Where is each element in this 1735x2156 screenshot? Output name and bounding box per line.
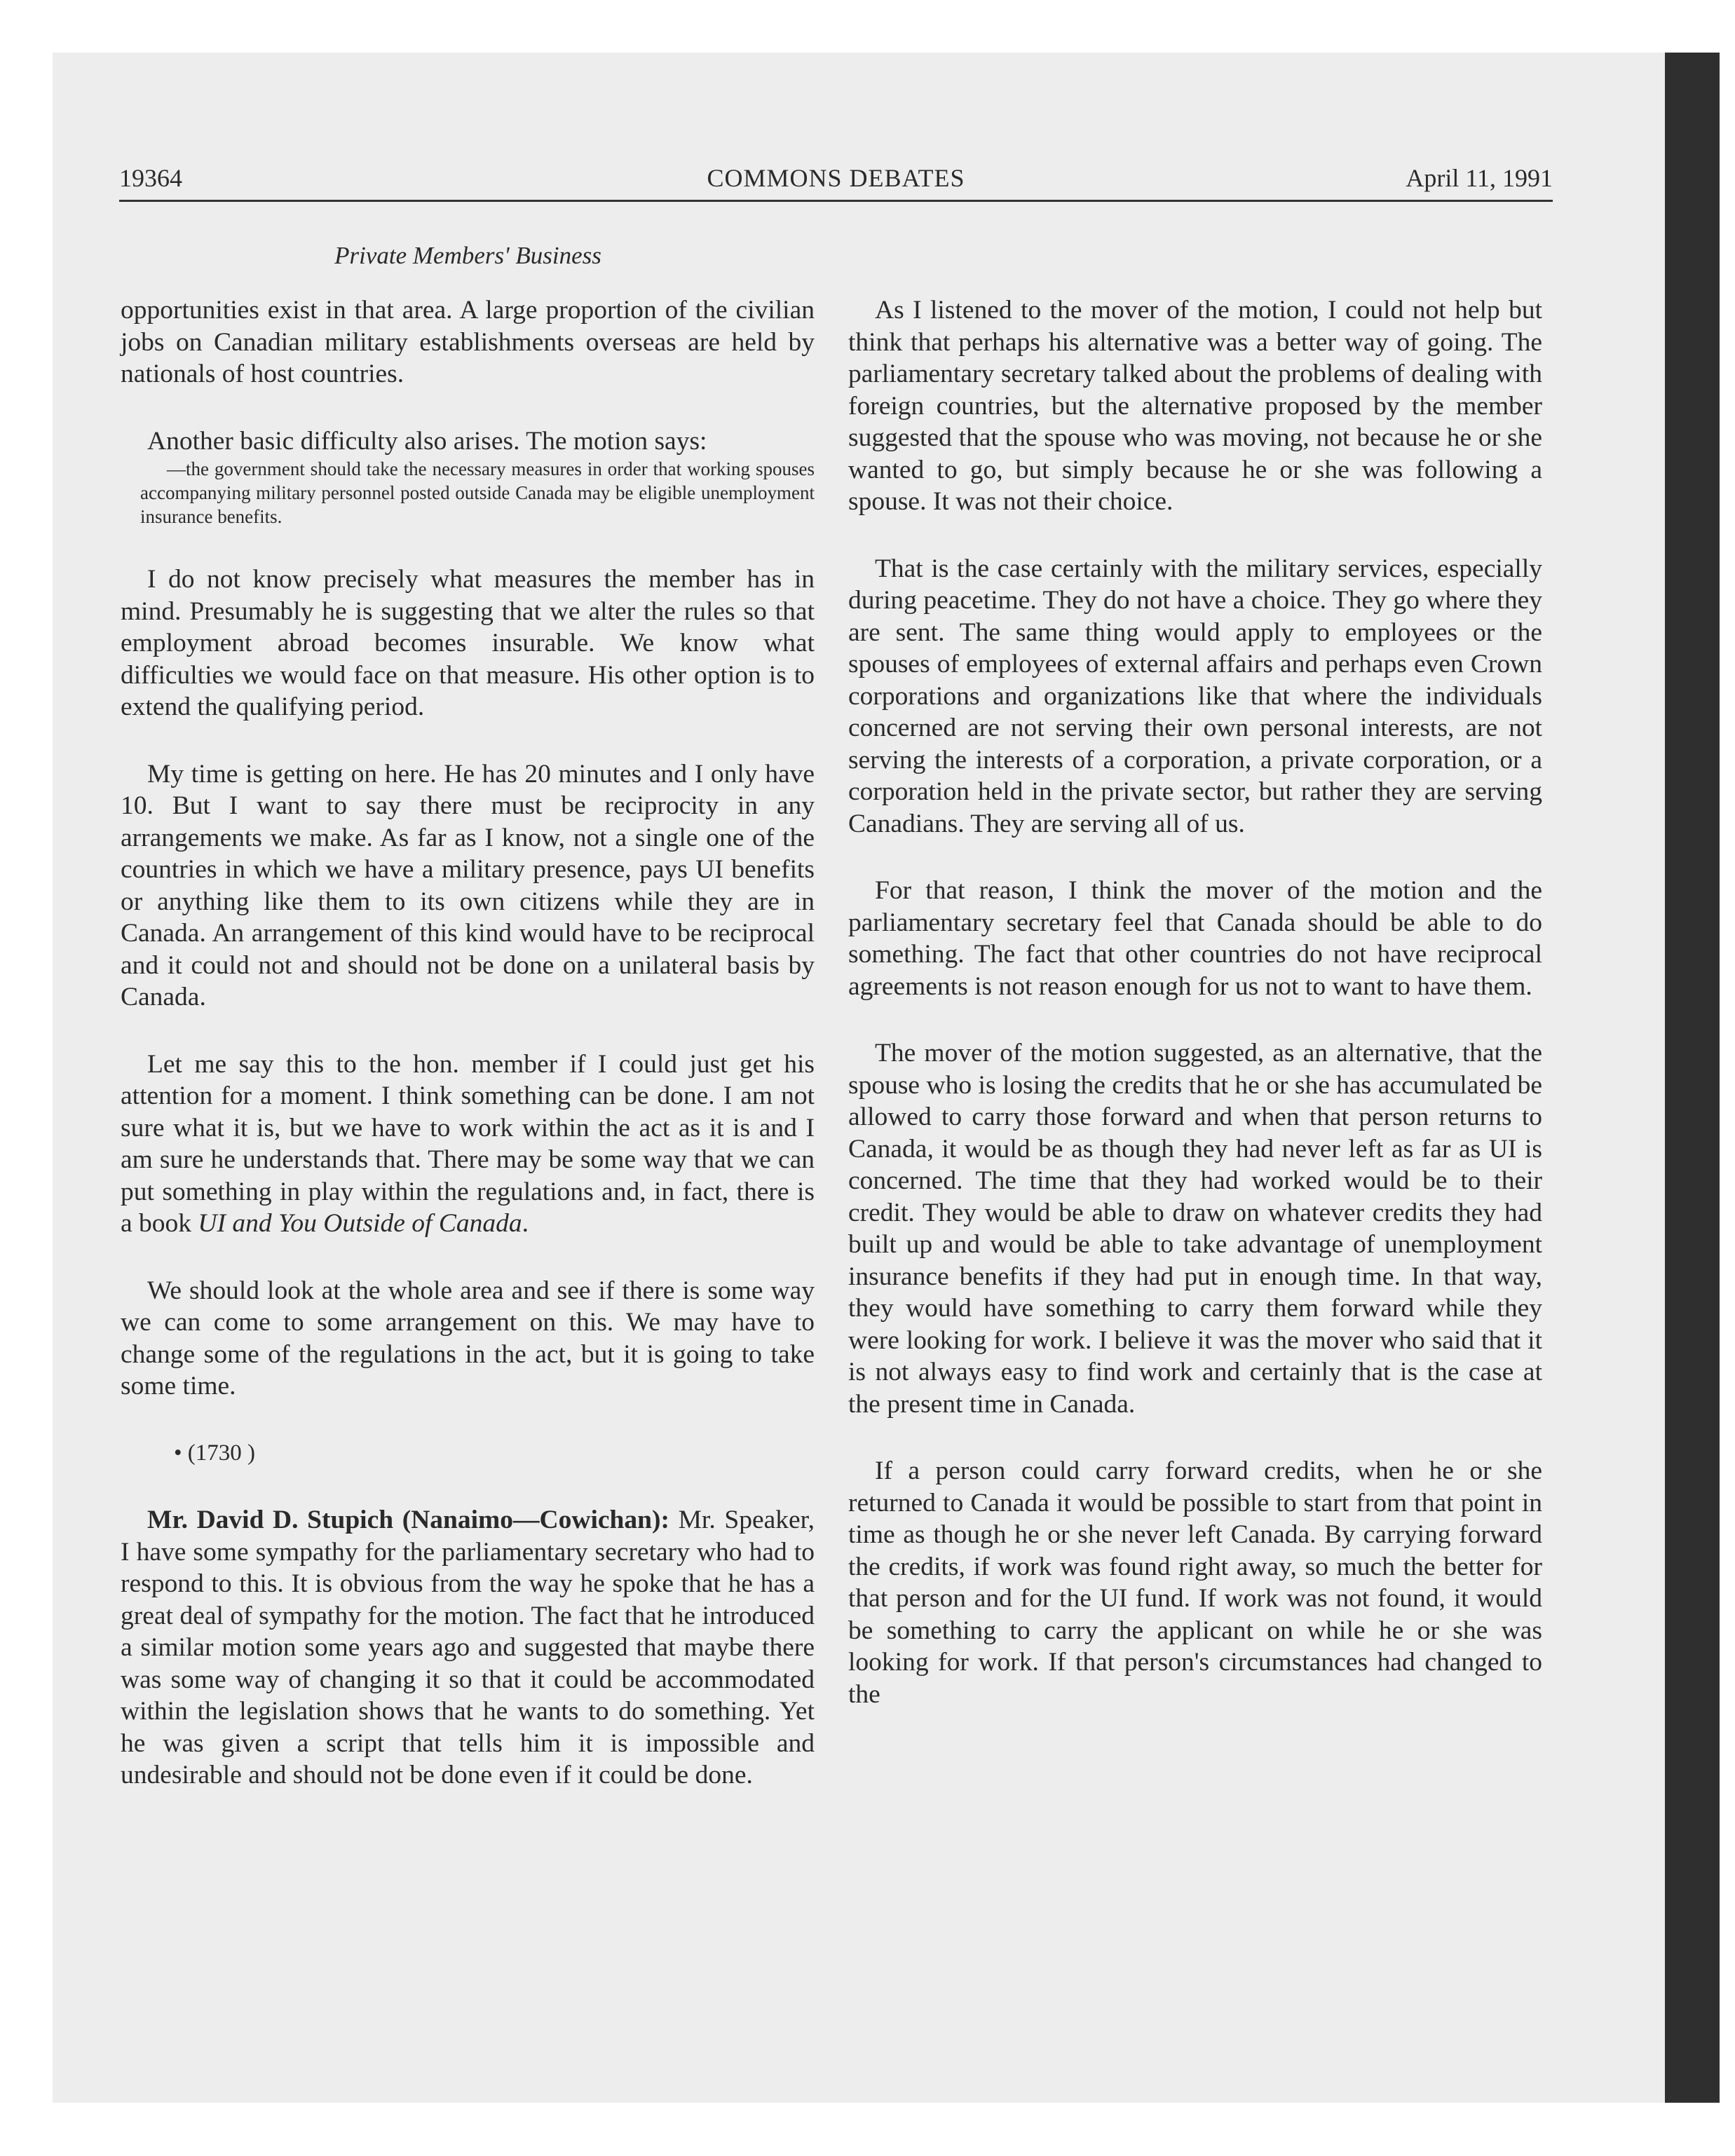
paragraph: My time is getting on here. He has 20 minutes and I only have 10. But I want to say there must be reciprocity in any arrangements we make. As far as I know, not a single one of the countries in which we have a military presence, pays UI benefits or anything like them to its own citizens while they are in Canada. An arrangement of this kind would have to be reciprocal and it could not and should not be done on a unilateral basis by Canada. xyxy=(121,759,815,1011)
paragraph: As I listened to the mover of the motion, I could not help but think that perhaps his alternative was a better way of going. The parliamentary secretary talked about the problems of dealing with foreign countries, but the alternative proposed by the member suggested that the spouse who was moving, not because he or she wanted to go, but simply because he or she was following a spouse. It was not their choice. xyxy=(848,296,1542,516)
paragraph: If a person could carry forward credits, when he or she returned to Canada it would be possible to start from that point in time as though he or she never left Canada. By carrying forward the credits, if work was found right away, so much the better for that person and for the UI fund. If work was not found, it would be something to carry the applicant on while he or she was looking for work. If that person's circumstances had changed to the xyxy=(848,1456,1542,1709)
scan-edge-shadow xyxy=(1665,53,1720,2103)
header-rule xyxy=(119,200,1553,202)
section-title: Private Members' Business xyxy=(334,242,601,269)
paragraph: For that reason, I think the mover of the motion and the parliamentary secretary feel that Canada should be able to do something. The fact that other countries do not have reciprocal agreements is not reason enough for us not to want to have them. xyxy=(848,876,1542,1001)
page-date: April 11, 1991 xyxy=(1406,164,1553,192)
paragraph: We should look at the whole area and see if there is some way we can come to some arrangement on this. We may have to change some of the regulations in the act, but it is going to take some time. xyxy=(121,1276,815,1400)
book-title: UI and You Outside of Canada xyxy=(198,1209,522,1238)
paragraph xyxy=(121,1049,815,1240)
paragraph: I do not know precisely what measures the member has in mind. Presumably he is suggesting that we alter the rules so that employment abroad becomes insurable. We know what difficulties we would face on that measure. His other option is to extend the qualifying period. xyxy=(121,565,815,721)
page-number: 19364 xyxy=(119,164,182,192)
speech-text: Mr. Speaker, I have some sympathy for the parliamentary secretary who had to respond to this. It is obvious from the way he spoke that he has a great deal of sympathy for the motion. The fact that he introduced a similar motion some years ago and suggested that maybe there was some way of changing it so that it could be accommodated within the legislation shows that he wants to do something. Yet he was given a script that tells him it is impossible and undesirable and should not be done even if it could be done. xyxy=(121,1506,815,1789)
paragraph: The mover of the motion suggested, as an alternative, that the spouse who is losing the credits that he or she has accumulated be allowed to carry those forward and when that person returns to Canada, it would be as though they had never left as far as UI is concerned. The time that they had worked would be to their credit. They would be able to draw on whatever credits they had built up and would be able to take advantage of unemployment insurance benefits if they had put in enough time. In that way, they would have something to carry them forward while they were looking for work. I believe it was the mover who said that it is not always easy to find work and certainly that is the case at the present time in Canada. xyxy=(848,1039,1542,1419)
paragraph-end: . xyxy=(522,1209,529,1238)
journal-title: COMMONS DEBATES xyxy=(707,164,965,192)
time-marker: • (1730 ) xyxy=(174,1440,256,1466)
paragraph-text: Let me say this to the hon. member if I could just get his attention for a moment. I think something can be done. I am not sure what it is, but we have to work within the act as it is and I am sure he understands that. There may be some way that we can put something in play within the regulations and, in fact, there is a book xyxy=(121,1049,815,1238)
paragraph: Another basic difficulty also arises. The motion says: xyxy=(147,426,707,456)
paragraph: opportunities exist in that area. A large proportion of the civilian jobs on Canadian military establishments overseas are held by nationals of host countries. xyxy=(121,296,815,388)
running-header xyxy=(119,163,1553,198)
motion-quote: —the government should take the necessary measures in order that working spouses accompanying military personnel posted outside Canada may be eligible unemployment insurance benefits. xyxy=(140,458,815,527)
paragraph: That is the case certainly with the military services, especially during peacetime. They do not have a choice. They go where they are sent. The same thing would apply to employees or the spouses of employees of external affairs and perhaps even Crown corporations and organizations like that where the individuals concerned are not serving their own personal interests, are not serving the interests of a corporation, a private corporation, or a corporation held in the private sector, but rather they are serving Canadians. They are serving all of us. xyxy=(848,554,1542,838)
speaker-name: Mr. David D. Stupich (Nanaimo—Cowichan): xyxy=(147,1506,669,1534)
scanned-page xyxy=(53,53,1666,2103)
left-column xyxy=(121,294,815,1792)
speech-paragraph xyxy=(121,1504,815,1792)
right-column xyxy=(848,294,1542,1710)
